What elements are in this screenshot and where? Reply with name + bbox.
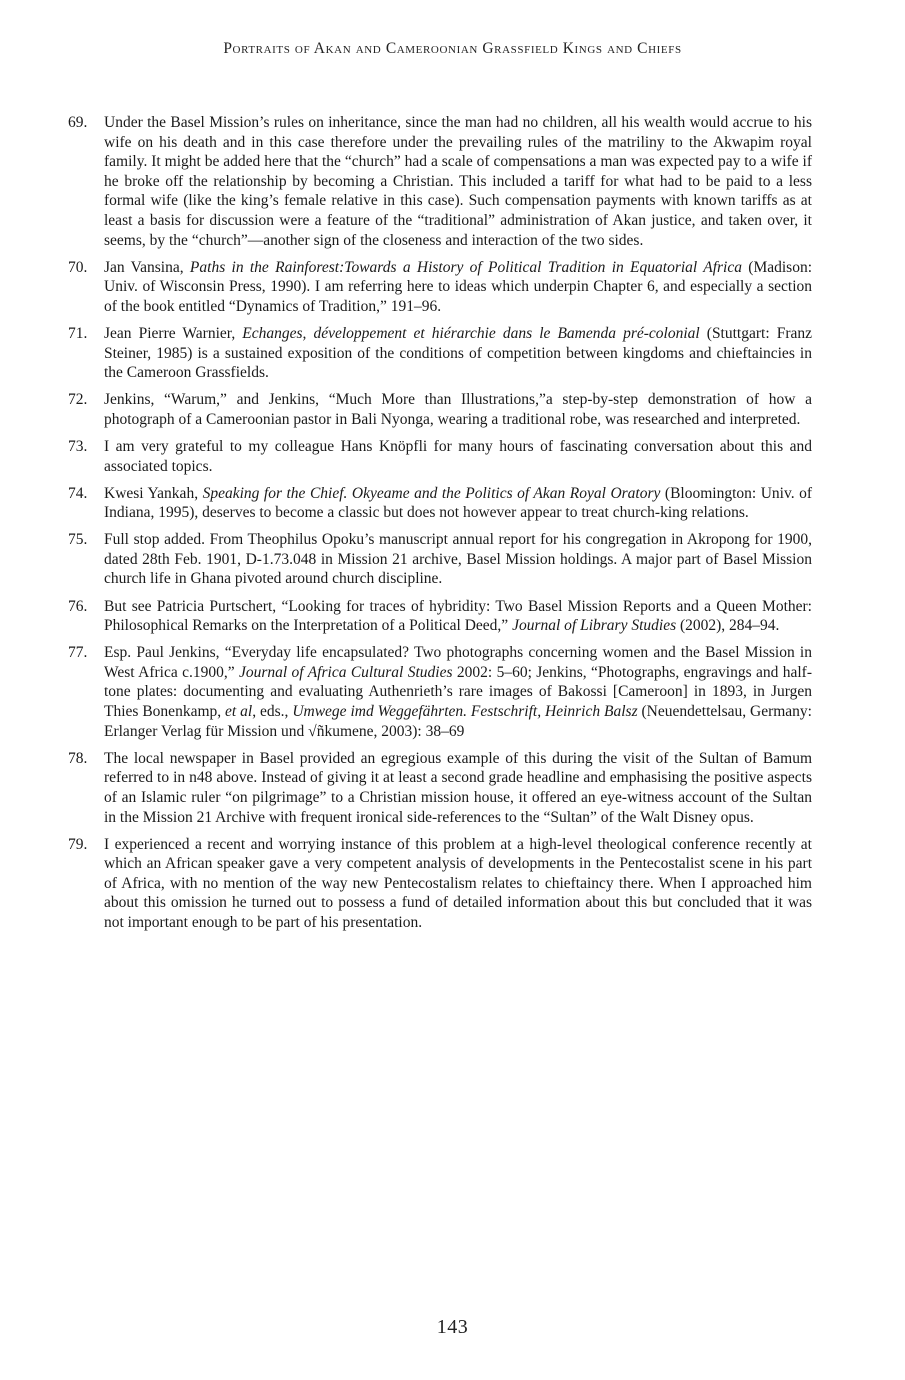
endnote-number: 76. xyxy=(68,597,88,615)
endnote-text-run: (2002), 284–94. xyxy=(676,617,780,635)
endnote-number: 73. xyxy=(68,437,88,455)
endnote-text-run: (Madison: Univ. of Wisconsin Press, 1990). I am referring here to ideas which underpin Chapter 6, and especially a section of the book entitled “Dynamics of Tradition,” 191–96. xyxy=(104,258,812,315)
endnote-text-run: , eds., xyxy=(252,703,293,721)
endnote-text xyxy=(104,530,812,589)
endnote xyxy=(68,484,812,523)
endnote-text-run: Jan Vansina, xyxy=(104,258,190,276)
endnote xyxy=(68,437,812,476)
endnote xyxy=(68,749,812,827)
endnote-text-run: The local newspaper in Basel provided an egregious example of this during the visit of the Sultan of Bamum referred to in n48 above. Instead of giving it at least a second grade headline and emphasising the positive aspects of an Islamic ruler “on pilgrimage” to a Christian mission house, it offered an eye-witness account of the Sultan in the Mission 21 Archive with frequent ironical side-references to the “Sultan” of the Walt Disney opus. xyxy=(104,749,812,826)
endnote-italic-title: Umwege imd Weggefährten. Festschrift, Heinrich Balsz xyxy=(292,703,638,721)
endnote-text-run: Jean Pierre Warnier, xyxy=(104,324,243,342)
endnote xyxy=(68,597,812,636)
running-head: Portraits of Akan and Cameroonian Grassfield Kings and Chiefs xyxy=(223,40,682,57)
endnote-text xyxy=(104,390,812,429)
endnote-italic-title: Paths in the Rainforest:Towards a History of Political Tradition in Equatorial Africa xyxy=(189,258,742,276)
endnote-text-run: I am very grateful to my colleague Hans Knöpfli for many hours of fascinating conversation about this and associated topics. xyxy=(104,437,812,475)
endnote-italic-title: Journal of Library Studies xyxy=(512,617,677,635)
endnote-italic-title: Journal of Africa Cultural Studies xyxy=(238,663,453,681)
endnote xyxy=(68,390,812,429)
endnote-number: 78. xyxy=(68,749,88,767)
endnote-text xyxy=(104,749,812,827)
endnote-italic-title: et al xyxy=(225,703,253,721)
endnote-text-run: Esp. Paul Jenkins, “Everyday life encapsulated? Two photographs concerning women and the Basel Mission in West Africa c.1900,” xyxy=(104,644,812,681)
endnote-text-run: 2002: 5–60; Jenkins, “Photographs, engravings and half-tone plates: documenting and evaluating Authenrieth’s rare images of Bakossi [Cameroon] in 1893, in Jurgen Thies Bonenkamp, xyxy=(104,663,813,721)
endnote-text xyxy=(104,258,812,317)
endnote-text-run: Under the Basel Mission’s rules on inheritance, since the man had no children, all his wealth would accrue to his wife on his death and in this case therefore under the prevailing rules of the matriliny to the Akwapim royal family. It might be added here that the “church” had a scale of compensations a man was expected pay to a wife if he broke off the relationship by becoming a Christian. This included a tariff for what had to be paid to a less formal wife (like the king’s female relative in this case). Such compensation payments with known tariffs as at least a basis for discussion were a feature of the “traditional” administration of Akan justice, and taken over, it seems, by the “church”—another sign of the closeness and interaction of the two sides. xyxy=(104,114,812,249)
endnote-number: 72. xyxy=(68,391,88,409)
endnote-number: 79. xyxy=(68,835,88,853)
endnote-text xyxy=(104,597,812,636)
endnote-italic-title: Echanges, développement et hiérarchie dans le Bamenda pré-colonial xyxy=(242,324,700,342)
endnote xyxy=(68,258,812,317)
endnote-number: 70. xyxy=(68,258,88,276)
page-number: 143 xyxy=(436,1316,469,1338)
endnote-number: 71. xyxy=(68,324,88,342)
endnote-number: 77. xyxy=(68,644,88,662)
endnote-text xyxy=(104,113,812,250)
endnote-number: 75. xyxy=(68,531,88,549)
endnote xyxy=(68,113,812,250)
endnote-text xyxy=(104,324,812,383)
endnote-text-run: I experienced a recent and worrying instance of this problem at a high-level theological conference recently at which an African speaker gave a very competent analysis of developments in the Pentecostalist scene in his part of Africa, with no mention of the way new Pentecostalism relates to chieftaincy there. When I approached him about this omission he turned out to possess a fund of detailed information about this but concluded that it was not important enough to be part of his presentation. xyxy=(104,835,812,931)
endnote-text-run: (Stuttgart: Franz Steiner, 1985) is a sustained exposition of the conditions of competition between kingdoms and chieftaincies in the Cameroon Grassfields. xyxy=(104,324,812,382)
endnote-text-run: (Bloomington: Univ. of Indiana, 1995), deserves to become a classic but does not however appear to treat church-king relations. xyxy=(104,484,812,522)
endnote-text xyxy=(104,484,812,523)
endnote-text-run: But see Patricia Purtschert, “Looking for traces of hybridity: Two Basel Mission Reports and a Queen Mother: Philosophical Remarks on the Interpretation of a Political Deed,” xyxy=(104,597,812,635)
endnote-italic-title: Speaking for the Chief. Okyeame and the Politics of Akan Royal Oratory xyxy=(202,484,661,502)
endnote xyxy=(68,643,812,741)
endnote-number: 69. xyxy=(68,114,88,131)
endnote-text xyxy=(104,835,812,933)
endnote-text-run: Full stop added. From Theophilus Opoku’s manuscript annual report for his congregation in Akropong for 1900, dated 28th Feb. 1901, D-1.73.048 in Mission 21 archive, Basel Mission holdings. A major part of Basel Mission church life in Ghana pivoted around church discipline. xyxy=(104,531,812,588)
endnote-text xyxy=(104,643,812,741)
endnote xyxy=(68,530,812,589)
endnote xyxy=(68,835,812,933)
endnote-text-run: (Neuendettelsau, Germany: Erlanger Verlag für Mission und √ñkumene, 2003): 38–69 xyxy=(104,703,812,740)
endnote-number: 74. xyxy=(68,484,88,502)
endnotes-list xyxy=(68,113,812,940)
endnote xyxy=(68,324,812,383)
endnote-text-run: Jenkins, “Warum,” and Jenkins, “Much More than Illustrations,”a step-by-step demonstration of how a photograph of a Cameroonian pastor in Bali Nyonga, wearing a traditional robe, was researched and interpreted. xyxy=(104,391,812,428)
endnote-text-run: Kwesi Yankah, xyxy=(104,484,203,502)
endnote-text xyxy=(104,437,812,476)
